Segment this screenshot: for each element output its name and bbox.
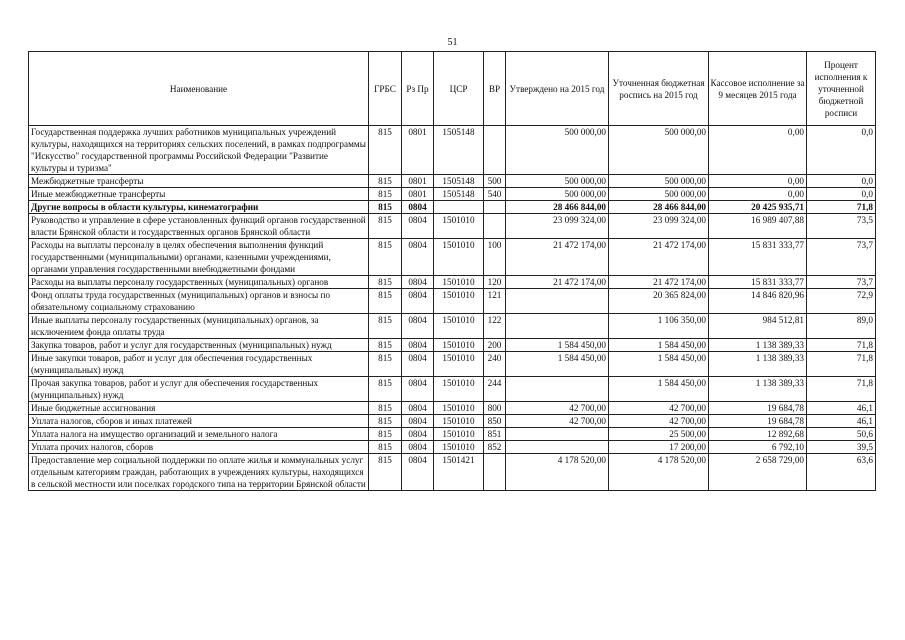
- cell-refined: 500 000,00: [609, 188, 709, 201]
- cell-grbs: 815: [369, 188, 402, 201]
- cell-csr: 1501010: [434, 402, 484, 415]
- cell-refined: 21 472 174,00: [609, 239, 709, 276]
- cell-percent: 46,1: [807, 402, 876, 415]
- cell-vr: 850: [484, 415, 506, 428]
- table-row: [29, 339, 876, 352]
- cell-rzpr: 0801: [402, 175, 434, 188]
- cell-name: Прочая закупка товаров, работ и услуг для обеспечения государственных (муниципальных) нужд: [29, 377, 369, 402]
- cell-rzpr: 0804: [402, 276, 434, 289]
- cell-percent: 46,1: [807, 415, 876, 428]
- cell-refined: 25 500,00: [609, 428, 709, 441]
- cell-rzpr: 0804: [402, 214, 434, 239]
- cell-name: Уплата налогов, сборов и иных платежей: [29, 415, 369, 428]
- cell-approved: [506, 377, 609, 402]
- cell-grbs: 815: [369, 175, 402, 188]
- table-header-row: [29, 52, 876, 126]
- cell-refined: 4 178 520,00: [609, 454, 709, 491]
- cell-csr: 1501421: [434, 454, 484, 491]
- table-row: [29, 415, 876, 428]
- cell-csr: 1501010: [434, 415, 484, 428]
- cell-refined: 1 106 350,00: [609, 314, 709, 339]
- table-row: [29, 175, 876, 188]
- cell-csr: 1505148: [434, 188, 484, 201]
- cell-cash: 1 138 389,33: [709, 377, 807, 402]
- cell-name: Руководство и управление в сфере установленных функций органов государственной власти Брянской области и государственных органов Брянской области: [29, 214, 369, 239]
- cell-percent: 71,8: [807, 201, 876, 214]
- cell-csr: 1501010: [434, 428, 484, 441]
- table-row: [29, 289, 876, 314]
- cell-csr: 1505148: [434, 126, 484, 175]
- cell-vr: [484, 454, 506, 491]
- cell-refined: 28 466 844,00: [609, 201, 709, 214]
- cell-csr: 1501010: [434, 352, 484, 377]
- cell-percent: 71,8: [807, 377, 876, 402]
- cell-rzpr: 0804: [402, 441, 434, 454]
- cell-cash: 2 658 729,00: [709, 454, 807, 491]
- page-number: 51: [447, 37, 458, 48]
- header-grbs: ГРБС: [369, 52, 402, 126]
- cell-vr: 851: [484, 428, 506, 441]
- table-row: [29, 201, 876, 214]
- budget-table: [28, 51, 876, 491]
- cell-percent: 0,0: [807, 126, 876, 175]
- cell-refined: 17 200,00: [609, 441, 709, 454]
- cell-grbs: 815: [369, 428, 402, 441]
- cell-cash: 0,00: [709, 175, 807, 188]
- cell-rzpr: 0801: [402, 126, 434, 175]
- cell-name: Предоставление мер социальной поддержки по оплате жилья и коммунальных услуг отдельным категориям граждан, работающих в учреждениях культуры, находящихся в сельской местности или поселках городского типа на территории Брянской области: [29, 454, 369, 491]
- header-refined: Уточненная бюджетная роспись на 2015 год: [609, 52, 709, 126]
- cell-percent: 73,7: [807, 276, 876, 289]
- cell-cash: 0,00: [709, 188, 807, 201]
- cell-refined: 1 584 450,00: [609, 377, 709, 402]
- header-percent: Процент исполнения к уточненной бюджетной росписи: [807, 52, 876, 126]
- cell-rzpr: 0804: [402, 402, 434, 415]
- cell-vr: [484, 126, 506, 175]
- cell-refined: 42 700,00: [609, 415, 709, 428]
- cell-approved: 23 099 324,00: [506, 214, 609, 239]
- table-row: [29, 377, 876, 402]
- table-row: [29, 214, 876, 239]
- cell-csr: 1501010: [434, 276, 484, 289]
- cell-approved: 500 000,00: [506, 175, 609, 188]
- cell-percent: 0,0: [807, 175, 876, 188]
- cell-cash: 984 512,81: [709, 314, 807, 339]
- cell-approved: 42 700,00: [506, 402, 609, 415]
- header-csr: ЦСР: [434, 52, 484, 126]
- cell-rzpr: 0804: [402, 352, 434, 377]
- cell-cash: 1 138 389,33: [709, 339, 807, 352]
- cell-refined: 1 584 450,00: [609, 339, 709, 352]
- cell-grbs: 815: [369, 126, 402, 175]
- cell-name: Межбюджетные трансферты: [29, 175, 369, 188]
- cell-approved: 1 584 450,00: [506, 339, 609, 352]
- cell-approved: [506, 314, 609, 339]
- header-cash: Кассовое исполнение за 9 месяцев 2015 года: [709, 52, 807, 126]
- cell-vr: 800: [484, 402, 506, 415]
- cell-rzpr: 0804: [402, 415, 434, 428]
- cell-percent: 89,0: [807, 314, 876, 339]
- cell-cash: 14 846 820,96: [709, 289, 807, 314]
- cell-approved: 500 000,00: [506, 188, 609, 201]
- cell-rzpr: 0804: [402, 377, 434, 402]
- cell-grbs: 815: [369, 377, 402, 402]
- cell-grbs: 815: [369, 276, 402, 289]
- cell-percent: 73,5: [807, 214, 876, 239]
- table-row: [29, 441, 876, 454]
- table-row: [29, 402, 876, 415]
- cell-cash: 20 425 935,71: [709, 201, 807, 214]
- cell-vr: [484, 214, 506, 239]
- cell-cash: 16 989 407,88: [709, 214, 807, 239]
- cell-approved: 4 178 520,00: [506, 454, 609, 491]
- cell-percent: 73,7: [807, 239, 876, 276]
- table-row: [29, 428, 876, 441]
- cell-rzpr: 0804: [402, 201, 434, 214]
- table-body: [29, 126, 876, 491]
- table-row: [29, 454, 876, 491]
- table-row: [29, 314, 876, 339]
- cell-grbs: 815: [369, 441, 402, 454]
- cell-name: Расходы на выплаты персоналу государственных (муниципальных) органов: [29, 276, 369, 289]
- cell-grbs: 815: [369, 201, 402, 214]
- cell-refined: 1 584 450,00: [609, 352, 709, 377]
- cell-grbs: 815: [369, 239, 402, 276]
- cell-vr: 100: [484, 239, 506, 276]
- cell-grbs: 815: [369, 214, 402, 239]
- table-row: [29, 276, 876, 289]
- cell-name: Государственная поддержка лучших работников муниципальных учреждений культуры, находящихся на территориях сельских поселений, в рамках подпрограммы "Искусство" государственной программы Российской Федерации "Развитие культуры и туризма": [29, 126, 369, 175]
- cell-grbs: 815: [369, 314, 402, 339]
- cell-approved: 42 700,00: [506, 415, 609, 428]
- cell-cash: 6 792,10: [709, 441, 807, 454]
- cell-rzpr: 0804: [402, 339, 434, 352]
- cell-name: Иные закупки товаров, работ и услуг для обеспечения государственных (муниципальных) нужд: [29, 352, 369, 377]
- cell-name: Уплата прочих налогов, сборов: [29, 441, 369, 454]
- cell-cash: 1 138 389,33: [709, 352, 807, 377]
- cell-rzpr: 0804: [402, 454, 434, 491]
- cell-csr: 1501010: [434, 289, 484, 314]
- cell-cash: 15 831 333,77: [709, 239, 807, 276]
- cell-vr: 244: [484, 377, 506, 402]
- cell-cash: 12 892,68: [709, 428, 807, 441]
- cell-vr: 122: [484, 314, 506, 339]
- cell-refined: 500 000,00: [609, 175, 709, 188]
- cell-grbs: 815: [369, 289, 402, 314]
- cell-name: Расходы на выплаты персоналу в целях обеспечения выполнения функций государственными (муниципальными) органами, казенными учреждениями, органами управления государственными внебюджетными фондами: [29, 239, 369, 276]
- cell-cash: 19 684,78: [709, 415, 807, 428]
- cell-name: Уплата налога на имущество организаций и земельного налога: [29, 428, 369, 441]
- cell-cash: 0,00: [709, 126, 807, 175]
- table-row: [29, 239, 876, 276]
- cell-cash: 15 831 333,77: [709, 276, 807, 289]
- cell-csr: 1501010: [434, 339, 484, 352]
- cell-percent: 0,0: [807, 188, 876, 201]
- cell-refined: 21 472 174,00: [609, 276, 709, 289]
- table-row: [29, 188, 876, 201]
- cell-grbs: 815: [369, 402, 402, 415]
- header-rzpr: Рз Пр: [402, 52, 434, 126]
- table-row: [29, 352, 876, 377]
- cell-csr: 1501010: [434, 314, 484, 339]
- cell-approved: [506, 428, 609, 441]
- cell-rzpr: 0804: [402, 428, 434, 441]
- cell-cash: 19 684,78: [709, 402, 807, 415]
- cell-vr: [484, 201, 506, 214]
- cell-approved: [506, 289, 609, 314]
- cell-approved: 500 000,00: [506, 126, 609, 175]
- cell-vr: 852: [484, 441, 506, 454]
- cell-rzpr: 0804: [402, 289, 434, 314]
- cell-name: Другие вопросы в области культуры, кинематографии: [29, 201, 369, 214]
- cell-rzpr: 0804: [402, 239, 434, 276]
- cell-percent: 63,6: [807, 454, 876, 491]
- cell-name: Иные бюджетные ассигнования: [29, 402, 369, 415]
- cell-csr: 1501010: [434, 377, 484, 402]
- cell-grbs: 815: [369, 352, 402, 377]
- cell-name: Иные выплаты персоналу государственных (муниципальных) органов, за исключением фонда оплаты труда: [29, 314, 369, 339]
- cell-grbs: 815: [369, 454, 402, 491]
- cell-rzpr: 0804: [402, 314, 434, 339]
- header-name: Наименование: [29, 52, 369, 126]
- cell-approved: 21 472 174,00: [506, 239, 609, 276]
- cell-approved: [506, 441, 609, 454]
- cell-csr: [434, 201, 484, 214]
- cell-percent: 71,8: [807, 352, 876, 377]
- cell-refined: 42 700,00: [609, 402, 709, 415]
- cell-vr: 120: [484, 276, 506, 289]
- cell-name: Фонд оплаты труда государственных (муниципальных) органов и взносы по обязательному социальному страхованию: [29, 289, 369, 314]
- cell-name: Иные межбюджетные трансферты: [29, 188, 369, 201]
- cell-percent: 72,9: [807, 289, 876, 314]
- cell-refined: 20 365 824,00: [609, 289, 709, 314]
- header-approved: Утверждено на 2015 год: [506, 52, 609, 126]
- cell-percent: 39,5: [807, 441, 876, 454]
- cell-vr: 240: [484, 352, 506, 377]
- cell-approved: 1 584 450,00: [506, 352, 609, 377]
- cell-grbs: 815: [369, 339, 402, 352]
- cell-csr: 1505148: [434, 175, 484, 188]
- cell-vr: 540: [484, 188, 506, 201]
- cell-csr: 1501010: [434, 214, 484, 239]
- cell-percent: 50,6: [807, 428, 876, 441]
- cell-name: Закупка товаров, работ и услуг для государственных (муниципальных) нужд: [29, 339, 369, 352]
- header-vr: ВР: [484, 52, 506, 126]
- table-row: [29, 126, 876, 175]
- cell-grbs: 815: [369, 415, 402, 428]
- cell-approved: 28 466 844,00: [506, 201, 609, 214]
- cell-vr: 500: [484, 175, 506, 188]
- cell-csr: 1501010: [434, 239, 484, 276]
- cell-vr: 200: [484, 339, 506, 352]
- cell-percent: 71,8: [807, 339, 876, 352]
- cell-csr: 1501010: [434, 441, 484, 454]
- cell-refined: 500 000,00: [609, 126, 709, 175]
- cell-vr: 121: [484, 289, 506, 314]
- cell-refined: 23 099 324,00: [609, 214, 709, 239]
- cell-approved: 21 472 174,00: [506, 276, 609, 289]
- cell-rzpr: 0801: [402, 188, 434, 201]
